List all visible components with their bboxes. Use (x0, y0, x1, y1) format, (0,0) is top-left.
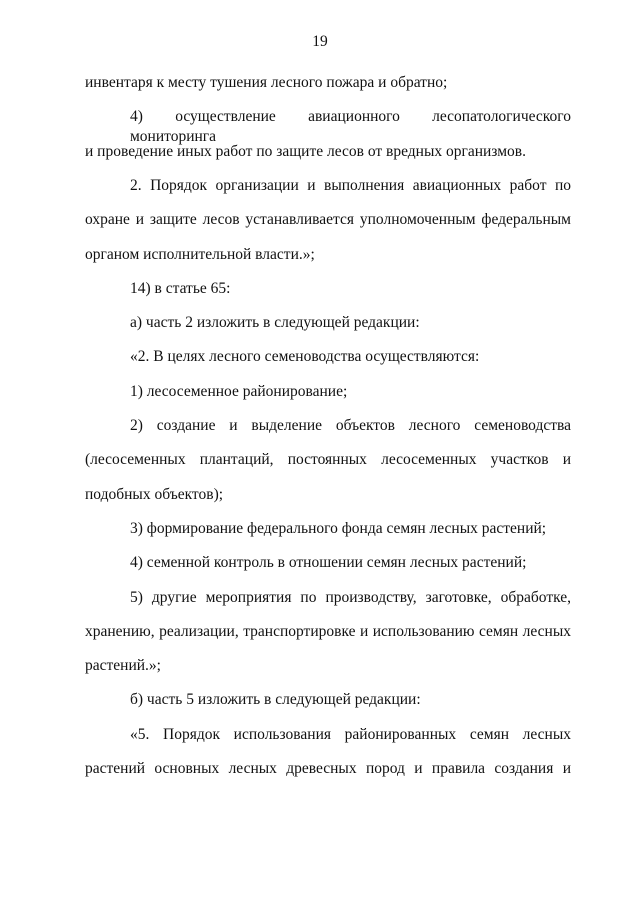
text-line: «5. Порядок использования районированных семян лесных (130, 725, 571, 743)
text-line: растений основных лесных древесных пород и правила создания и (85, 760, 571, 777)
text-line: растений.»; (85, 657, 161, 675)
text-line: 5) другие мероприятия по производству, заготовке, обработке, (130, 588, 571, 606)
text-line: хранению, реализации, транспортировке и использованию семян лесных (85, 622, 571, 640)
text-line: (лесосеменных плантаций, постоянных лесосеменных участков и (85, 451, 571, 469)
page-number: 19 (312, 33, 328, 50)
text-line: 1) лесосеменное районирование; (130, 382, 348, 400)
text-line: 2) создание и выделение объектов лесного семеноводства (130, 417, 571, 434)
text-line: 4) осуществление авиационного лесопатологического мониторинга (130, 108, 571, 146)
text-line: «2. В целях лесного семеноводства осуществляются: (130, 348, 480, 366)
text-line: б) часть 5 изложить в следующей редакции: (130, 691, 421, 709)
text-line: органом исполнительной власти.»; (85, 245, 315, 263)
text-line: 4) семенной контроль в отношении семян лесных растений; (130, 554, 527, 572)
text-line: и проведение иных работ по защите лесов от вредных организмов. (85, 142, 526, 160)
text-line: 2. Порядок организации и выполнения авиационных работ по (130, 176, 571, 194)
text-line: 14) в статье 65: (130, 279, 231, 297)
text-line: охране и защите лесов устанавливается уполномоченным федеральным (85, 211, 571, 229)
text-line: а) часть 2 изложить в следующей редакции: (130, 314, 420, 332)
text-line: подобных объектов); (85, 485, 224, 503)
text-line: инвентаря к месту тушения лесного пожара и обратно; (85, 74, 448, 91)
text-line: 3) формирование федерального фонда семян лесных растений; (130, 519, 547, 537)
